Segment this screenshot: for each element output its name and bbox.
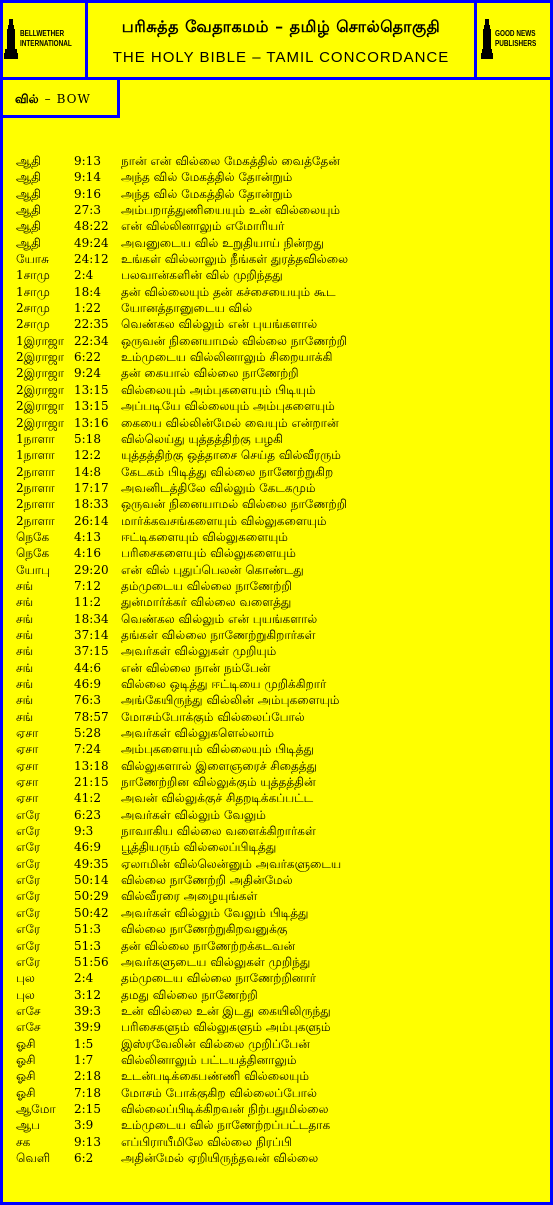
entry-book: 1சாமு (16, 284, 50, 299)
entry-text: அப்படியே வில்லையும் அம்புகளையும் (121, 399, 335, 414)
entry-reference: 3:12 (74, 987, 101, 1002)
list-item (16, 1117, 536, 1133)
list-item (16, 496, 536, 512)
entry-reference: 24:12 (74, 252, 109, 267)
entry-text: தமது வில்லை நாணேற்றி (121, 987, 258, 1002)
entry-text: வில்லை நாணேற்றி அதின்மேல் (121, 873, 293, 888)
entry-book: ஆதி (16, 219, 42, 234)
list-item (16, 218, 536, 234)
left-logo-text (20, 29, 72, 49)
entry-text: தன் வில்லை நாணேற்றக்கடவன் (121, 938, 296, 953)
entry-reference: 37:14 (74, 627, 109, 642)
entry-book: சங் (16, 627, 34, 642)
entry-reference: 2:15 (74, 1101, 101, 1116)
entry-reference: 5:28 (74, 726, 101, 741)
entry-book: ஏசா (16, 775, 39, 790)
entry-reference: 5:18 (74, 431, 101, 446)
list-item (16, 954, 536, 970)
list-item (16, 153, 536, 169)
entry-text: வெண்கல வில்லும் என் புயங்களால் (121, 611, 318, 626)
entry-text: இஸ்ரவேலின் வில்லை முறிப்பேன் (121, 1036, 310, 1051)
entry-reference: 27:3 (74, 203, 101, 218)
entry-book: 2நாளா (16, 464, 55, 479)
list-item (16, 545, 536, 561)
page-title-english: THE HOLY BIBLE – TAMIL CONCORDANCE (112, 49, 450, 66)
entry-reference: 18:4 (74, 284, 101, 299)
entry-book: ஓசி (16, 1069, 36, 1084)
entry-reference: 13:18 (74, 758, 109, 773)
entry-reference: 49:35 (74, 856, 109, 871)
left-logo-line2: INTERNATIONAL (19, 39, 72, 48)
entry-text: மோசம் போக்குகிற வில்லைப்போல் (121, 1085, 317, 1100)
list-item (16, 529, 536, 545)
entry-reference: 48:22 (74, 219, 109, 234)
statue-icon (481, 17, 493, 61)
entry-reference: 3:9 (74, 1118, 94, 1133)
entry-reference: 13:16 (74, 415, 109, 430)
entry-text: தம்முடைய வில்லை நாணேற்றினார் (121, 971, 316, 986)
entry-text: உன் வில்லை உன் இடது கையிலிருந்து (121, 1003, 331, 1018)
entry-reference: 50:42 (74, 905, 109, 920)
entry-reference: 39:3 (74, 1003, 101, 1018)
entry-book: புல (16, 971, 35, 986)
entry-reference: 18:34 (74, 611, 109, 626)
list-item (16, 774, 536, 790)
entry-book: சங் (16, 660, 34, 675)
list-item (16, 513, 536, 529)
headword-box (0, 77, 120, 118)
list-item (16, 692, 536, 708)
list-item (16, 1019, 536, 1035)
list-item (16, 398, 536, 414)
entry-text: வில்லை ஒடித்து ஈட்டியை முறிக்கிறார் (121, 677, 327, 691)
entry-reference: 41:2 (74, 791, 101, 806)
entry-book: புல (16, 987, 35, 1002)
entry-reference: 26:14 (74, 513, 109, 528)
right-logo (477, 17, 550, 61)
entry-book: யோசு (16, 252, 49, 267)
list-item (16, 676, 536, 692)
entry-reference: 46:9 (74, 677, 101, 691)
list-item (16, 709, 536, 725)
list-item (16, 807, 536, 823)
entry-reference: 22:34 (74, 333, 109, 348)
entry-book: 2நாளா (16, 480, 55, 495)
entry-book: 2நாளா (16, 513, 55, 528)
entry-text: அவர்கள் வில்லுகள் முறியும் (121, 644, 277, 659)
list-item (16, 888, 536, 904)
entry-book: சங் (16, 644, 34, 659)
entry-text: ஒருவன் நினையாமல் வில்லை நாணேற்றி (121, 333, 348, 348)
entry-text: அவர்கள் வில்லும் வேலும் (121, 807, 266, 822)
list-item (16, 251, 536, 267)
entry-text: வில்லெய்து யுத்தத்திற்கு பழகி (121, 431, 283, 446)
entry-reference: 50:14 (74, 873, 109, 888)
entry-text: அதின்மேல் ஏறியிருந்தவன் வில்லை (121, 1150, 319, 1165)
entry-text: அம்பறாத்துணியையும் உன் வில்லையும் (121, 203, 341, 218)
entry-book: எரே (16, 922, 41, 937)
entry-book: 2சாமு (16, 317, 50, 332)
entry-reference: 1:5 (74, 1036, 94, 1051)
entry-reference: 2:4 (74, 268, 94, 283)
right-logo-box (474, 0, 553, 80)
entry-reference: 7:12 (74, 578, 101, 593)
entry-reference: 50:29 (74, 889, 109, 904)
right-logo-line1: GOOD NEWS (494, 29, 536, 38)
entry-book: ஏசா (16, 791, 39, 806)
entry-reference: 29:20 (74, 562, 109, 577)
list-item (16, 627, 536, 643)
entry-book: எரே (16, 889, 41, 904)
entry-reference: 1:7 (74, 1052, 94, 1067)
entry-text: தன் கையால் வில்லை நாணேற்றி (121, 366, 299, 381)
entry-book: ஓசி (16, 1085, 36, 1100)
entry-book: சங் (16, 611, 34, 626)
list-item (16, 1052, 536, 1068)
left-logo-line1: BELLWETHER (19, 29, 64, 38)
list-item (16, 186, 536, 202)
entry-book: 2சாமு (16, 301, 50, 316)
entry-book: சங் (16, 693, 34, 708)
entry-reference: 6:22 (74, 350, 101, 365)
entry-book: 2இராஜா (16, 350, 65, 365)
statue-icon (4, 17, 18, 61)
entry-book: 2இராஜா (16, 366, 65, 381)
header (0, 0, 553, 80)
entry-reference: 9:3 (74, 824, 94, 839)
list-item (16, 316, 536, 332)
entry-text: என் வில்லை நான் நம்பேன் (121, 660, 271, 675)
entry-book: சங் (16, 595, 34, 610)
entry-book: எரே (16, 824, 41, 839)
left-logo (3, 17, 85, 61)
entry-text: கேடகம் பிடித்து வில்லை நாணேற்றுகிற (121, 464, 334, 479)
entry-reference: 76:3 (74, 693, 101, 708)
list-item (16, 758, 536, 774)
entry-text: வில்வீரரை அழையுங்கள் (121, 889, 258, 904)
right-logo-text (495, 29, 536, 49)
entry-text: அவன் வில்லுக்குச் சிதறடிக்கப்பட்ட (121, 791, 314, 806)
entry-reference: 6:23 (74, 807, 101, 822)
list-item (16, 938, 536, 954)
entry-reference: 51:3 (74, 922, 101, 937)
list-item (16, 725, 536, 741)
entry-text: மோசம்போக்கும் வில்லைப்போல் (121, 709, 305, 724)
list-item (16, 480, 536, 496)
list-item (16, 431, 536, 447)
list-item (16, 202, 536, 218)
list-item (16, 365, 536, 381)
entry-reference: 9:16 (74, 186, 101, 201)
entry-reference: 4:16 (74, 546, 101, 561)
entry-book: ஆதி (16, 235, 42, 250)
entry-text: அவனுடைய வில் உறுதியாய் நின்றது (121, 235, 324, 250)
entry-reference: 51:56 (74, 954, 109, 969)
entry-text: நான் என் வில்லை மேகத்தில் வைத்தேன் (121, 154, 340, 168)
list-item (16, 970, 536, 986)
entry-book: எரே (16, 938, 41, 953)
entry-text: பலவான்களின் வில் முறிந்தது (121, 268, 283, 283)
entry-text: வெண்கல வில்லும் என் புயங்களால் (121, 317, 318, 332)
list-item (16, 562, 536, 578)
entry-book: ஏசா (16, 742, 39, 757)
entry-reference: 13:15 (74, 382, 109, 397)
entry-text: வில்லை நாணேற்றுகிறவனுக்கு (121, 922, 288, 937)
entry-book: நெகே (16, 546, 50, 561)
entry-reference: 17:17 (74, 480, 109, 495)
headword-english: BOW (56, 92, 91, 106)
entry-text: துன்மார்க்கர் வில்லை வளைத்து (121, 595, 292, 610)
list-item (16, 741, 536, 757)
list-item (16, 267, 536, 283)
entry-text: பரிசைகளும் வில்லுகளும் அம்புகளும் (121, 1020, 331, 1035)
entry-text: வில்லையும் அம்புகளையும் பிடியும் (121, 382, 316, 397)
entry-book: 2இராஜா (16, 399, 65, 414)
list-item (16, 349, 536, 365)
entry-text: உடன்படிக்கைபண்ணி வில்லையும் (121, 1069, 309, 1084)
entry-text: நாவாகிய வில்லை வளைக்கிறார்கள் (121, 824, 316, 839)
entry-text: அவர்களுடைய வில்லுகள் முறிந்து (121, 954, 311, 969)
list-item (16, 447, 536, 463)
list-item (16, 578, 536, 594)
entry-text: உம்முடைய வில்லினாலும் சிறையாக்கி (121, 350, 333, 365)
list-item (16, 839, 536, 855)
entry-book: சங் (16, 677, 34, 691)
entry-reference: 49:24 (74, 235, 109, 250)
entry-text: தம்முடைய வில்லை நாணேற்றி (121, 578, 292, 593)
entry-book: எசே (16, 1020, 41, 1035)
right-logo-line2: PUBLISHERS (494, 39, 536, 48)
entry-book: எரே (16, 856, 41, 871)
entry-reference: 21:15 (74, 775, 109, 790)
entry-text: அவனிடத்திலே வில்லும் கேடகமும் (121, 480, 316, 495)
entry-text: வில்லுகளால் இளைஞரைச் சிதைத்து (121, 758, 318, 773)
entry-reference: 7:24 (74, 742, 101, 757)
entry-book: எரே (16, 873, 41, 888)
entry-text: ஒருவன் நினையாமல் வில்லை நாணேற்றி (121, 497, 348, 512)
list-item (16, 284, 536, 300)
entry-book: 1நாளா (16, 448, 55, 463)
entry-reference: 2:4 (74, 971, 94, 986)
list-item (16, 660, 536, 676)
entry-reference: 14:8 (74, 464, 101, 479)
list-item (16, 169, 536, 185)
entry-book: ஏசா (16, 726, 39, 741)
entry-reference: 9:13 (74, 154, 101, 168)
entry-text: வில்லைப்பிடிக்கிறவன் நிற்பதுமில்லை (121, 1101, 329, 1116)
entry-reference: 39:9 (74, 1020, 101, 1035)
entry-reference: 1:22 (74, 301, 101, 316)
page-title-tamil: பரிசுத்த வேதாகமம் – தமிழ் சொல்தொகுதி (121, 17, 441, 36)
entry-reference: 4:13 (74, 529, 101, 544)
entry-text: கையை வில்லின்மேல் வையும் என்றான் (121, 415, 339, 430)
entry-reference: 9:14 (74, 170, 101, 185)
entry-book: ஆதி (16, 186, 42, 201)
list-item (16, 1036, 536, 1052)
entry-book: 1சாமு (16, 268, 50, 283)
entry-book: 2நாளா (16, 497, 55, 512)
list-item (16, 643, 536, 659)
entry-reference: 13:15 (74, 399, 109, 414)
entry-text: அவர்கள் வில்லுகளெல்லாம் (121, 726, 275, 741)
entry-book: ஓசி (16, 1052, 36, 1067)
entry-text: நாணேற்றின வில்லுக்கும் யுத்தத்தின் (121, 775, 316, 790)
entry-reference: 2:18 (74, 1069, 101, 1084)
entry-book: ஆமோ (16, 1101, 56, 1116)
list-item (16, 856, 536, 872)
list-item (16, 921, 536, 937)
entry-reference: 11:2 (74, 595, 101, 610)
entry-book: நெகே (16, 529, 50, 544)
entry-text: ஏலாமின் வில்லென்னும் அவர்களுடைய (121, 856, 342, 871)
entry-book: வெளி (16, 1150, 51, 1165)
entry-book: எரே (16, 840, 41, 855)
entry-reference: 18:33 (74, 497, 109, 512)
list-item (16, 382, 536, 398)
entry-text: பரிசைகளையும் வில்லுகளையும் (121, 546, 296, 561)
entry-text: யோனத்தானுடைய வில் (121, 301, 253, 316)
list-item (16, 1134, 536, 1150)
entry-reference: 37:15 (74, 644, 109, 659)
entry-text: மார்க்கவசங்களையும் வில்லுகளையும் (121, 513, 327, 528)
entry-book: ஆதி (16, 154, 42, 168)
entry-book: எரே (16, 954, 41, 969)
entry-reference: 7:18 (74, 1085, 101, 1100)
list-item (16, 1003, 536, 1019)
title-box (85, 0, 477, 80)
headword-tamil: வில் (15, 92, 39, 106)
entry-reference: 78:57 (74, 709, 109, 724)
entry-text: தன் வில்லையும் தன் கச்சையையும் கூட (121, 284, 336, 299)
list-item (16, 987, 536, 1003)
entry-reference: 6:2 (74, 1150, 94, 1165)
entry-text: உங்கள் வில்லாலும் நீங்கள் துரத்தவில்லை (121, 252, 349, 267)
list-item (16, 464, 536, 480)
list-item (16, 594, 536, 610)
entry-text: ஈட்டிகளையும் வில்லுகளையும் (121, 529, 288, 544)
list-item (16, 905, 536, 921)
list-item (16, 235, 536, 251)
list-item (16, 1101, 536, 1117)
entry-text: வில்லினாலும் பட்டயத்தினாலும் (121, 1052, 297, 1067)
list-item (16, 872, 536, 888)
entry-text: எப்பிராயீமிலே வில்லை நிரப்பி (121, 1134, 292, 1149)
entry-book: 1நாளா (16, 431, 55, 446)
entry-book: சங் (16, 709, 34, 724)
entry-reference: 12:2 (74, 448, 101, 463)
entry-book: சக (16, 1134, 31, 1149)
list-item (16, 611, 536, 627)
list-item (16, 1150, 536, 1166)
entry-reference: 44:6 (74, 660, 101, 675)
headword-separator: – (44, 92, 51, 106)
entry-book: ஏசா (16, 758, 39, 773)
entry-reference: 51:3 (74, 938, 101, 953)
list-item (16, 415, 536, 431)
entry-text: தங்கள் வில்லை நாணேற்றுகிறார்கள் (121, 627, 316, 642)
entry-text: அம்புகளையும் வில்லையும் பிடித்து (121, 742, 314, 757)
entry-text: அவர்கள் வில்லும் வேலும் பிடித்து (121, 905, 309, 920)
entry-text: என் வில் புதுப்பெலன் கொண்டது (121, 562, 304, 577)
entry-text: என் வில்லினாலும் எமோரியர் (121, 219, 285, 234)
entry-reference: 9:24 (74, 366, 101, 381)
list-item (16, 823, 536, 839)
entry-text: உம்முடைய வில் நாணேற்றப்பட்டதாக (121, 1118, 331, 1133)
concordance-list (16, 153, 536, 1166)
entry-text: அங்கேயிருந்து வில்லின் அம்புகளையும் (121, 693, 340, 708)
entry-reference: 9:13 (74, 1134, 101, 1149)
entry-book: ஓசி (16, 1036, 36, 1051)
entry-text: அந்த வில் மேகத்தில் தோன்றும் (121, 170, 293, 185)
entry-book: ஆதி (16, 170, 42, 185)
list-item (16, 333, 536, 349)
entry-text: யுத்தத்திற்கு ஒத்தாசை செய்த வில்வீரரும் (121, 448, 341, 463)
list-item (16, 790, 536, 806)
entry-book: எசே (16, 1003, 41, 1018)
entry-book: எரே (16, 807, 41, 822)
entry-book: 1இராஜா (16, 333, 65, 348)
entry-book: ஆதி (16, 203, 42, 218)
entry-book: யோபு (16, 562, 51, 577)
entry-reference: 22:35 (74, 317, 109, 332)
entry-book: 2இராஜா (16, 382, 65, 397)
entry-book: 2இராஜா (16, 415, 65, 430)
entry-reference: 46:9 (74, 840, 101, 855)
entry-text: பூத்தியரும் வில்லைப்பிடித்து (121, 840, 277, 855)
list-item (16, 300, 536, 316)
entry-book: எரே (16, 905, 41, 920)
list-item (16, 1085, 536, 1101)
entry-book: சங் (16, 578, 34, 593)
left-logo-box (0, 0, 88, 80)
entry-text: அந்த வில் மேகத்தில் தோன்றும் (121, 186, 293, 201)
list-item (16, 1068, 536, 1084)
entry-book: ஆப (16, 1118, 41, 1133)
